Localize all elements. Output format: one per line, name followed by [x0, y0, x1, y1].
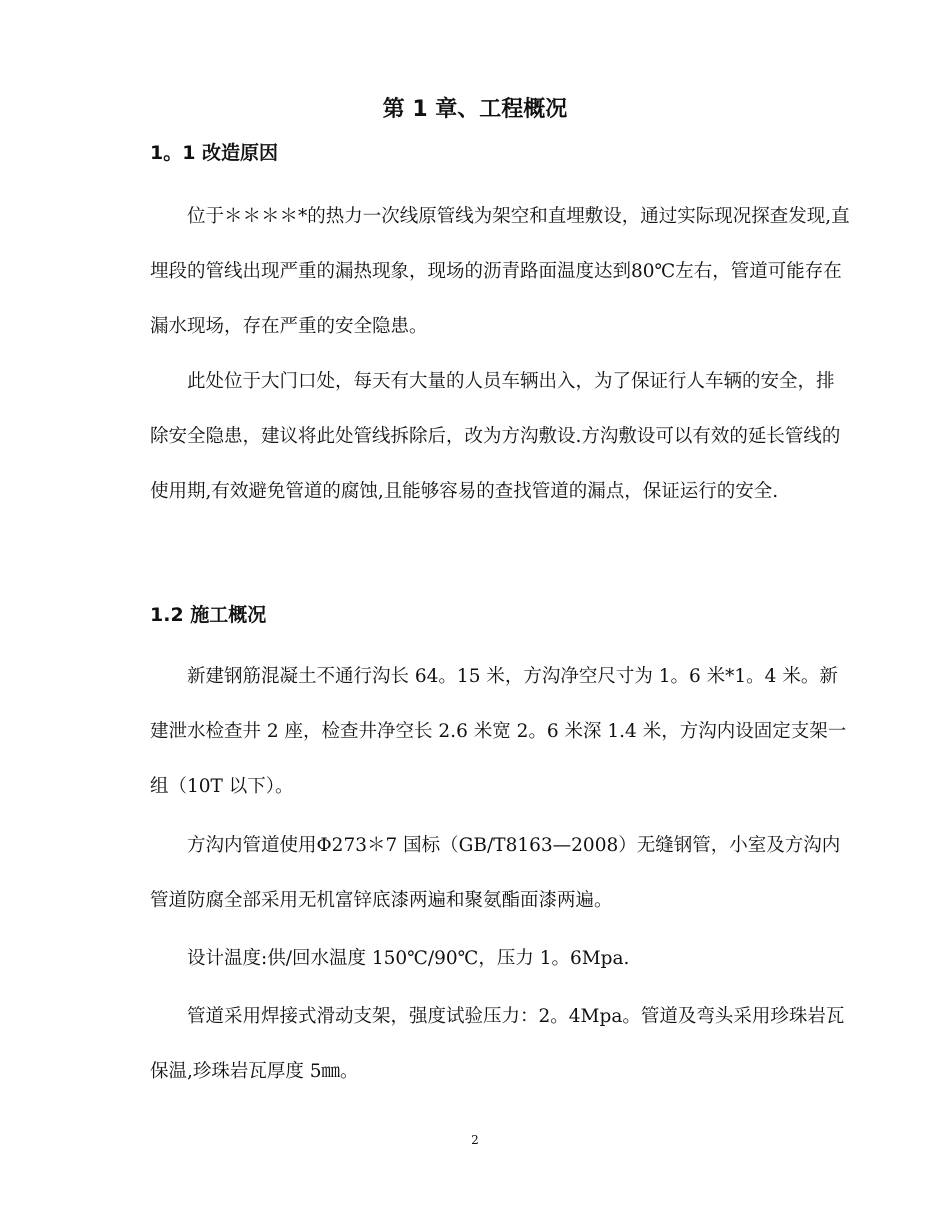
paragraph: 新建钢筋混凝土不通行沟长 64。15 米，方沟净空尺寸为 1。6 米*1。4 米。新建泄水检查井 2 座，检查井净空长 2.6 米宽 2。6 米深 1.4 米，方沟内设固定支架一组（10T 以下）。 — [150, 666, 847, 797]
section-heading-1-1: 1。1 改造原因 — [150, 142, 279, 164]
paragraph: 此处位于大门口处，每天有大量的人员车辆出入，为了保证行人车辆的安全，排除安全隐患，建议将此处管线拆除后，改为方沟敷设.方沟敷设可以有效的延长管线的使用期,有效避免管道的腐蚀,且能够容易的查找管道的漏点，保证运行的安全. — [150, 371, 841, 502]
paragraph: 位于＊＊＊＊*的热力一次线原管线为架空和直埋敷设，通过实际现况探查发现,直埋段的管线出现严重的漏热现象，现场的沥青路面温度达到80℃左右，管道可能存在漏水现场，存在严重的安全隐患。 — [150, 206, 850, 337]
paragraph: 管道采用焊接式滑动支架，强度试验压力：2。4Mpa。管道及弯头采用珍珠岩瓦保温,珍珠岩瓦厚度 5㎜。 — [150, 1006, 845, 1082]
section-heading-1-2: 1.2 施工概况 — [150, 604, 267, 626]
paragraph: 设计温度:供/回水温度 150℃/90℃，压力 1。6Mpa. — [187, 948, 630, 969]
paragraph: 方沟内管道使用Φ273＊7 国标（GB/T8163—2008）无缝钢管，小室及方沟内管道防腐全部采用无机富锌底漆两遍和聚氨酯面漆两遍。 — [150, 835, 841, 911]
page-number: 2 — [471, 1133, 479, 1147]
chapter-title: 第 1 章、工程概况 — [382, 97, 568, 122]
